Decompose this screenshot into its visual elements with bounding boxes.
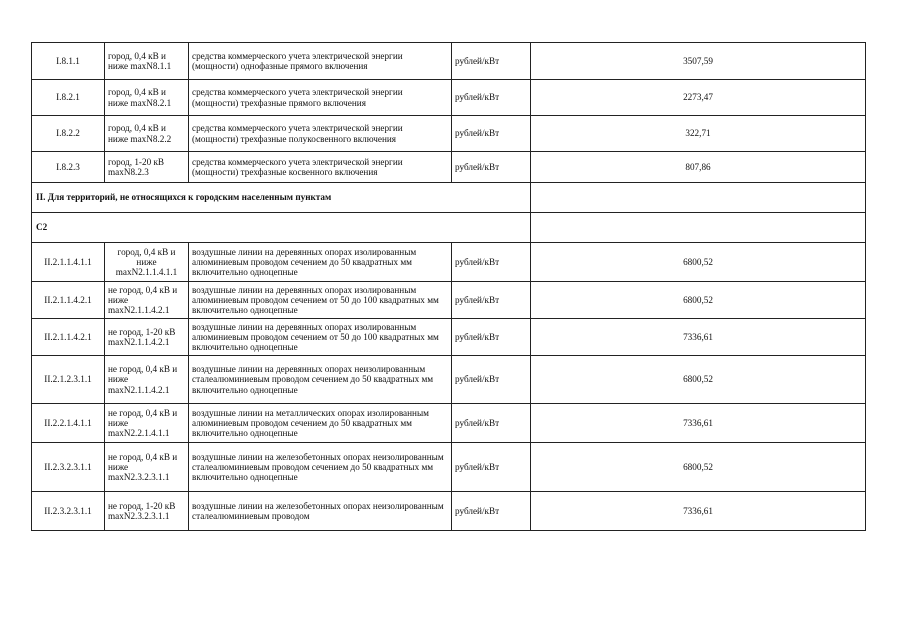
row-value: 7336,61 — [531, 319, 866, 356]
row-code: I.8.2.2 — [32, 116, 105, 152]
table-row — [32, 404, 866, 443]
row-code: I.8.1.1 — [32, 43, 105, 80]
row-category: город, 1-20 кВ maxN8.2.3 — [105, 152, 189, 183]
table-row — [32, 116, 866, 152]
table-row — [32, 319, 866, 356]
group-code: С2 — [32, 213, 531, 243]
row-category: город, 0,4 кВ и ниже maxN8.1.1 — [105, 43, 189, 80]
table-row — [32, 243, 866, 282]
tariff-table — [31, 42, 866, 531]
row-description: средства коммерческого учета электрической энергии (мощности) трехфазные прямого включения — [189, 80, 452, 116]
table-row — [32, 43, 866, 80]
table-body-group-1 — [32, 43, 866, 183]
row-value: 7336,61 — [531, 492, 866, 531]
row-value: 807,86 — [531, 152, 866, 183]
row-description: воздушные линии на железобетонных опорах неизолированным сталеалюминиевым проводом сечением до 50 квадратных мм включительно одноцепные — [189, 443, 452, 492]
row-value: 6800,52 — [531, 243, 866, 282]
table-row — [32, 152, 866, 183]
row-description: воздушные линии на деревянных опорах изолированным алюминиевым проводом сечением от 50 до 100 квадратных мм включительно одноцепные — [189, 282, 452, 319]
row-value: 6800,52 — [531, 282, 866, 319]
table-row — [32, 492, 866, 531]
row-description: средства коммерческого учета электрической энергии (мощности) однофазные прямого включения — [189, 43, 452, 80]
row-unit: рублей/кВт — [452, 80, 531, 116]
section-row — [32, 183, 866, 213]
row-category: не город, 0,4 кВ и ниже maxN2.1.1.4.2.1 — [105, 282, 189, 319]
row-unit: рублей/кВт — [452, 404, 531, 443]
row-code: II.2.1.1.4.1.1 — [32, 243, 105, 282]
row-description: воздушные линии на деревянных опорах изолированным алюминиевым проводом сечением до 50 квадратных мм включительно одноцепные — [189, 243, 452, 282]
row-unit: рублей/кВт — [452, 152, 531, 183]
row-category: не город, 0,4 кВ и ниже maxN2.1.1.4.2.1 — [105, 356, 189, 404]
row-code: II.2.1.1.4.2.1 — [32, 282, 105, 319]
row-value: 6800,52 — [531, 356, 866, 404]
row-unit: рублей/кВт — [452, 492, 531, 531]
row-category: не город, 1-20 кВ maxN2.3.2.3.1.1 — [105, 492, 189, 531]
row-value: 6800,52 — [531, 443, 866, 492]
row-description: воздушные линии на металлических опорах изолированным алюминиевым проводом сечением до 50 квадратных мм включительно одноцепные — [189, 404, 452, 443]
row-category: город, 0,4 кВ и ниже maxN2.1.1.4.1.1 — [105, 243, 189, 282]
row-unit: рублей/кВт — [452, 319, 531, 356]
row-description: средства коммерческого учета электрической энергии (мощности) трехфазные полукосвенного включения — [189, 116, 452, 152]
row-value: 2273,47 — [531, 80, 866, 116]
table-body-group-2 — [32, 243, 866, 531]
group-row — [32, 213, 866, 243]
table-section — [32, 183, 866, 243]
row-value: 322,71 — [531, 116, 866, 152]
row-category: не город, 0,4 кВ и ниже maxN2.3.2.3.1.1 — [105, 443, 189, 492]
row-code: I.8.2.3 — [32, 152, 105, 183]
row-value: 7336,61 — [531, 404, 866, 443]
row-unit: рублей/кВт — [452, 282, 531, 319]
row-category: не город, 0,4 кВ и ниже maxN2.2.1.4.1.1 — [105, 404, 189, 443]
row-description: воздушные линии на деревянных опорах неизолированным сталеалюминиевым проводом сечением до 50 квадратных мм включительно одноцепные — [189, 356, 452, 404]
table-row — [32, 80, 866, 116]
row-unit: рублей/кВт — [452, 116, 531, 152]
row-category: город, 0,4 кВ и ниже maxN8.2.2 — [105, 116, 189, 152]
row-description: воздушные линии на железобетонных опорах неизолированным сталеалюминиевым проводом — [189, 492, 452, 531]
row-unit: рублей/кВт — [452, 356, 531, 404]
row-code: II.2.2.1.4.1.1 — [32, 404, 105, 443]
row-code: II.2.1.2.3.1.1 — [32, 356, 105, 404]
row-code: II.2.1.1.4.2.1 — [32, 319, 105, 356]
row-unit: рублей/кВт — [452, 243, 531, 282]
row-unit: рублей/кВт — [452, 43, 531, 80]
table-row — [32, 443, 866, 492]
row-code: II.2.3.2.3.1.1 — [32, 443, 105, 492]
row-description: средства коммерческого учета электрической энергии (мощности) трехфазные косвенного включения — [189, 152, 452, 183]
group-empty-cell — [531, 213, 866, 243]
row-description: воздушные линии на деревянных опорах изолированным алюминиевым проводом сечением от 50 до 100 квадратных мм включительно одноцепные — [189, 319, 452, 356]
section-title: II. Для территорий, не относящихся к городским населенным пунктам — [32, 183, 531, 213]
row-category: город, 0,4 кВ и ниже maxN8.2.1 — [105, 80, 189, 116]
table-row — [32, 282, 866, 319]
row-value: 3507,59 — [531, 43, 866, 80]
row-code: I.8.2.1 — [32, 80, 105, 116]
row-category: не город, 1-20 кВ maxN2.1.1.4.2.1 — [105, 319, 189, 356]
section-empty-cell — [531, 183, 866, 213]
table-row — [32, 356, 866, 404]
row-unit: рублей/кВт — [452, 443, 531, 492]
row-code: II.2.3.2.3.1.1 — [32, 492, 105, 531]
